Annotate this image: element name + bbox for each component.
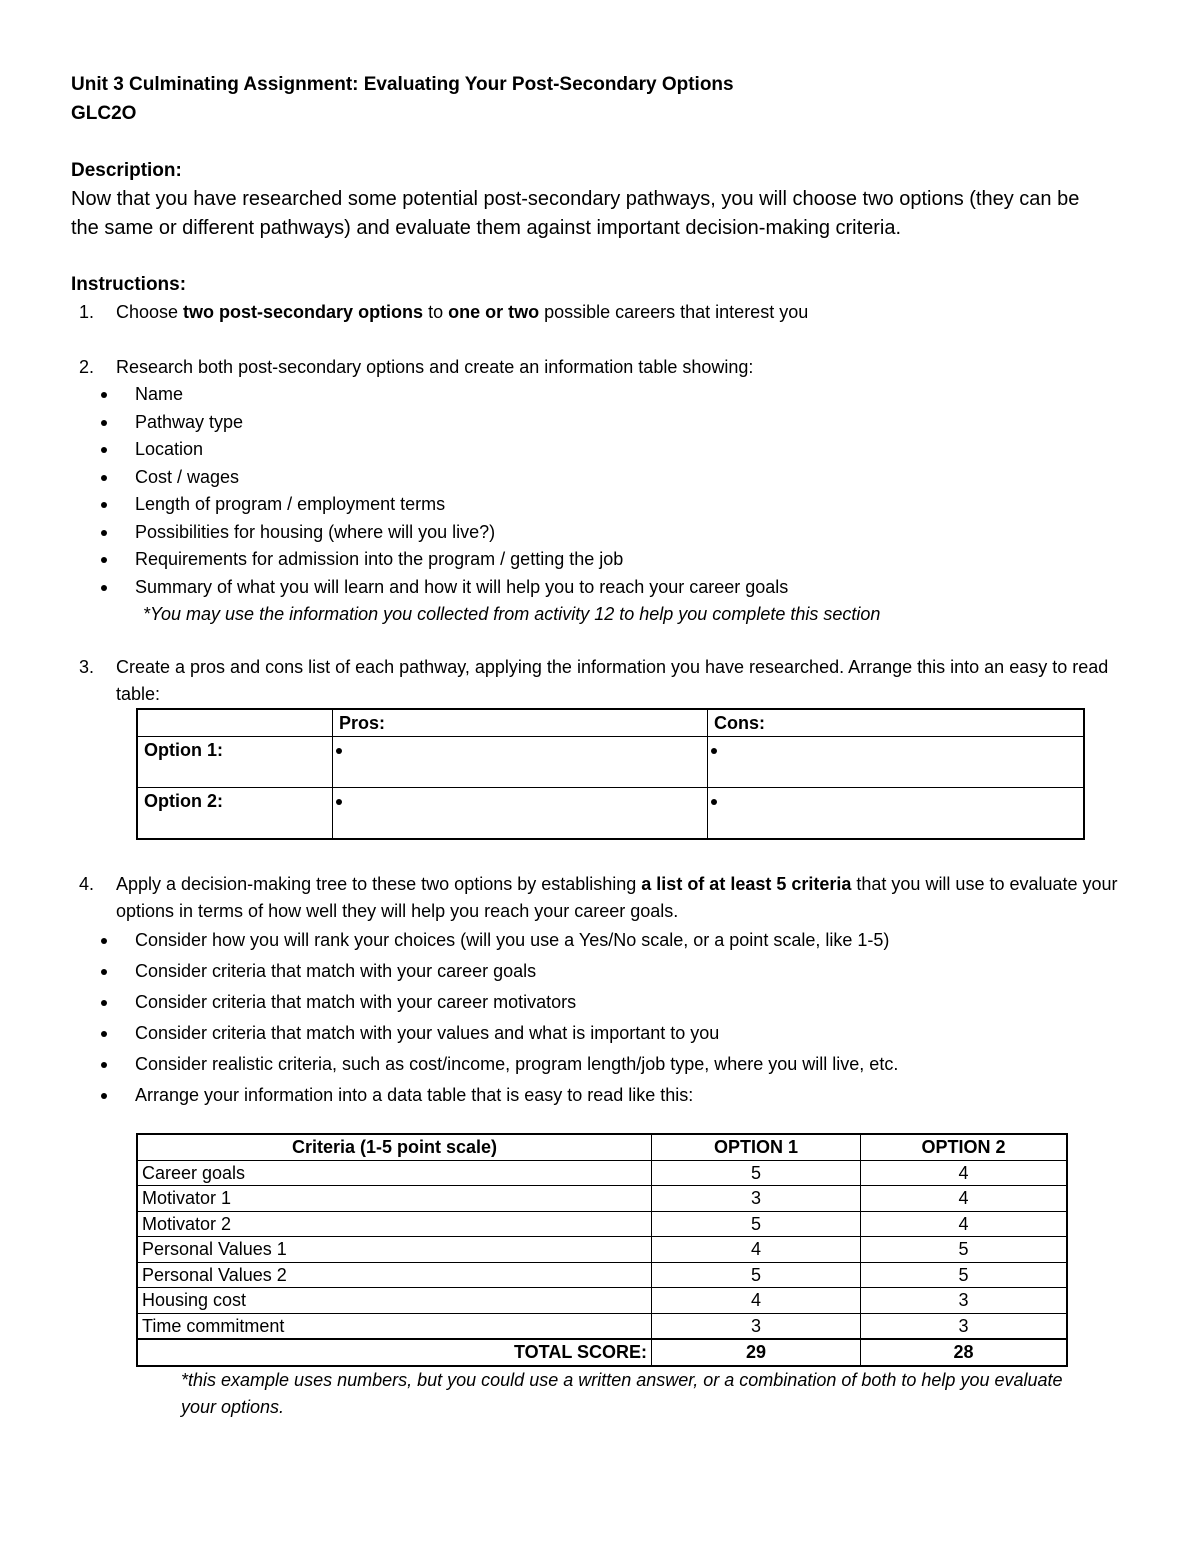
info-table-fields [71,381,1131,601]
total-label: TOTAL SCORE: [137,1339,652,1366]
description-text: Now that you have researched some potential post-secondary pathways, you will choose two options (they can be the same or different pathways) and evaluate them against important decision-making criteria. [71,188,1080,239]
criteria-guidance-list [71,925,1131,1111]
bullet-icon [336,799,342,805]
option-1-header: OPTION 1 [652,1134,861,1160]
course-code: GLC2O [71,103,137,124]
criteria-header: Criteria (1-5 point scale) [137,1134,652,1160]
instruction-steps [71,299,1131,708]
list-item: Consider how you will rank your choices (will you use a Yes/No scale, or a point scale, like 1-5) [71,925,1131,956]
pros-header: Pros: [333,709,708,737]
description-heading: Description: [71,160,182,181]
step-number: 1. [79,302,95,322]
assignment-page [71,70,1131,1421]
list-item: Length of program / employment terms [71,491,1131,519]
instructions-heading: Instructions: [71,274,187,295]
option-1-pros [333,737,708,788]
step-4: 4. Apply a decision-making tree to these two options by establishing a list of at least 5 criteria that you will use to evaluate your options in terms of how well they will help you reach your career goals. Consider how you will rank your choices (will you use a Yes/No scale, or a point scale, like 1-5) Consider criteria that match with your career goals Consider criteria that match with your career motivators Consider criteria that match with your values and what is important to you Consider realistic criteria, such as cost/income, program length/job type, where you will live, etc. Arrange your information into a data table that is easy to read like this: [71,871,1131,1111]
option-2-cons [708,788,1085,840]
step-1: 1. Choose two post-secondary options to one or two possible careers that interest you [71,299,1131,326]
list-item: Location [71,436,1131,464]
list-item: Pathway type [71,409,1131,437]
bullet-icon [711,799,717,805]
list-item: Possibilities for housing (where will you live?) [71,519,1131,547]
option-1-label: Option 1: [137,737,333,788]
option-1-total: 29 [652,1339,861,1366]
list-item: Arrange your information into a data table that is easy to read like this: [71,1080,1131,1111]
table-row: Motivator 1 3 4 [137,1186,1067,1212]
option-2-label: Option 2: [137,788,333,840]
table-row: Motivator 2 5 4 [137,1211,1067,1237]
list-item: Consider criteria that match with your values and what is important to you [71,1018,1131,1049]
bullet-icon [711,748,717,754]
list-item: Name [71,381,1131,409]
step-3-text: Create a pros and cons list of each pathway, applying the information you have researched. Arrange this into an easy to read table: [116,657,1109,704]
step-3 [71,654,1131,708]
criteria-table [136,1133,1068,1367]
list-item: Consider realistic criteria, such as cost/income, program length/job type, where you will live, etc. [71,1049,1131,1080]
option-2-total: 28 [861,1339,1068,1366]
step-2-text: Research both post-secondary options and create an information table showing: [116,357,754,377]
table-footnote: *this example uses numbers, but you could use a written answer, or a combination of both to help you evaluate your options. [181,1369,1063,1417]
list-item: Cost / wages [71,464,1131,492]
table-row: Time commitment 3 3 [137,1313,1067,1339]
option-2-header: OPTION 2 [861,1134,1068,1160]
activity-note: *You may use the information you collected from activity 12 to help you complete this section [143,604,881,624]
table-row: Personal Values 1 4 5 [137,1237,1067,1263]
table-row: Housing cost 4 3 [137,1288,1067,1314]
option-2-pros [333,788,708,840]
list-item: Consider criteria that match with your career goals [71,956,1131,987]
total-row [137,1339,1067,1366]
list-item: Consider criteria that match with your career motivators [71,987,1131,1018]
step-number: 3. [79,657,95,677]
table-row: Career goals 5 4 [137,1160,1067,1186]
pros-cons-table [136,708,1085,840]
step-number: 4. [79,874,95,894]
step-number: 2. [79,357,95,377]
bullet-icon [336,748,342,754]
table-row: Personal Values 2 5 5 [137,1262,1067,1288]
cons-header: Cons: [708,709,1085,737]
option-1-cons [708,737,1085,788]
list-item: Requirements for admission into the program / getting the job [71,546,1131,574]
list-item: Summary of what you will learn and how it will help you to reach your career goals [71,574,1131,602]
step-2 [71,354,1131,628]
page-title: Unit 3 Culminating Assignment: Evaluating Your Post-Secondary Options [71,74,734,95]
